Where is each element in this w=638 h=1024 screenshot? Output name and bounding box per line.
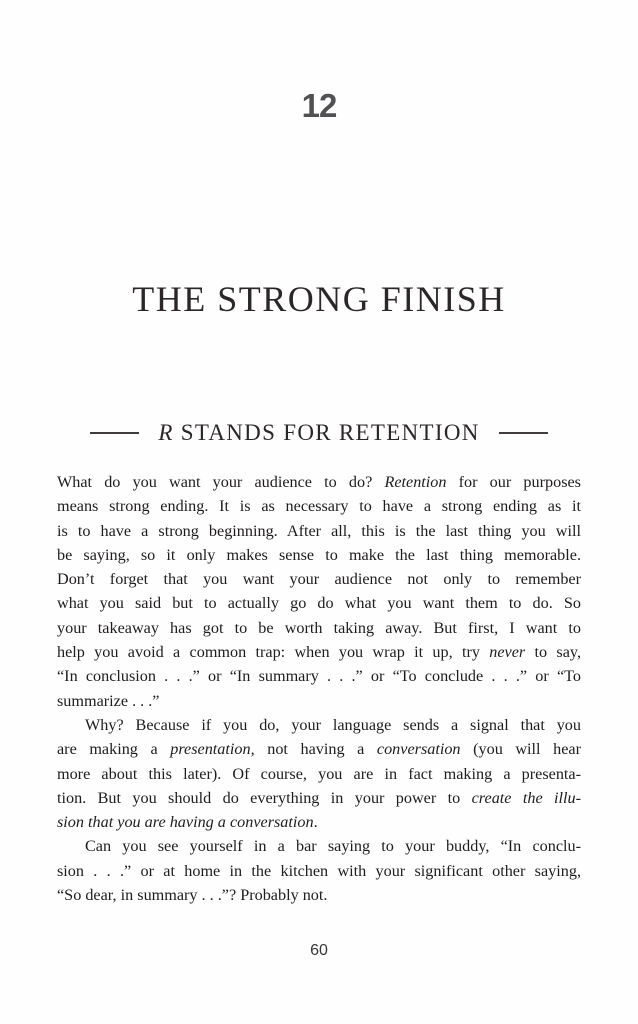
text-line	[57, 810, 581, 834]
heading-rule-right	[499, 432, 548, 434]
section-heading-rest: STANDS FOR RETENTION	[173, 420, 480, 445]
text-run: to say,	[525, 643, 581, 662]
text-line	[57, 470, 581, 494]
text-line	[57, 664, 581, 688]
chapter-number: 12	[301, 87, 337, 124]
text-run: Why? Because if you do, your language sends a signal that you	[85, 715, 581, 734]
text-line	[57, 762, 581, 786]
body-text	[57, 470, 581, 907]
text-line	[57, 567, 581, 591]
text-run: are making a	[57, 740, 171, 759]
text-line	[57, 713, 581, 737]
text-line	[57, 543, 581, 567]
section-heading-text	[158, 420, 479, 446]
text-line	[57, 689, 581, 713]
italic-run: never	[489, 643, 526, 662]
text-line	[57, 591, 581, 615]
text-run: tion. But you should do everything in your power to	[57, 788, 472, 807]
text-line	[57, 834, 581, 858]
text-run: help you avoid a common trap: when you wrap it up, try	[57, 643, 490, 662]
text-line	[57, 859, 581, 883]
text-run: What do you want your audience to do?	[57, 473, 385, 491]
text-run: your takeaway has got to be worth taking away. But first, I want to	[57, 618, 581, 637]
text-line	[57, 616, 581, 640]
text-line	[57, 786, 581, 810]
text-run: “In conclusion . . .” or “In summary . . .” or “To conclude . . .” or “To	[57, 667, 581, 686]
text-run: Can you see yourself in a bar saying to your buddy, “In conclu-	[85, 837, 581, 856]
paragraph	[57, 470, 581, 713]
paragraph	[57, 834, 581, 907]
italic-run: conversation	[376, 740, 461, 759]
section-heading-lead: R	[158, 420, 174, 445]
text-line	[57, 737, 581, 761]
text-line	[57, 883, 581, 907]
italic-run: presentation,	[170, 740, 255, 759]
text-run: for our purposes	[446, 473, 581, 491]
text-run: is to have a strong beginning. After all, this is the last thing you will	[57, 521, 581, 540]
chapter-title: THE STRONG FINISH	[132, 279, 506, 320]
text-run: Don’t forget that you want your audience not only to remember	[57, 570, 581, 589]
text-run: .	[313, 813, 318, 832]
text-run: means strong ending. It is as necessary to have a strong ending as it	[57, 497, 581, 516]
text-line	[57, 519, 581, 543]
text-run: what you said but to actually go do what you want them to do. So	[57, 594, 581, 613]
text-run: (you will hear	[460, 740, 581, 759]
text-line	[57, 640, 581, 664]
page-number: 60	[310, 942, 328, 959]
text-run: sion . . .” or at home in the kitchen with your significant other saying,	[57, 861, 581, 880]
text-run: “So dear, in summary . . .”? Probably not.	[57, 886, 328, 905]
text-run: more about this later). Of course, you are in fact making a presenta-	[57, 764, 581, 783]
text-run: not having a	[254, 740, 377, 759]
italic-run: create the illu-	[471, 788, 581, 807]
text-line	[57, 494, 581, 518]
paragraph	[57, 713, 581, 834]
italic-run: Retention	[384, 473, 447, 491]
italic-run: sion that you are having a conversation	[57, 813, 314, 832]
heading-rule-left	[90, 432, 139, 434]
text-run: be saying, so it only makes sense to make the last thing memorable.	[57, 545, 581, 564]
section-heading	[0, 420, 638, 446]
text-run: summarize . . .”	[57, 691, 160, 710]
